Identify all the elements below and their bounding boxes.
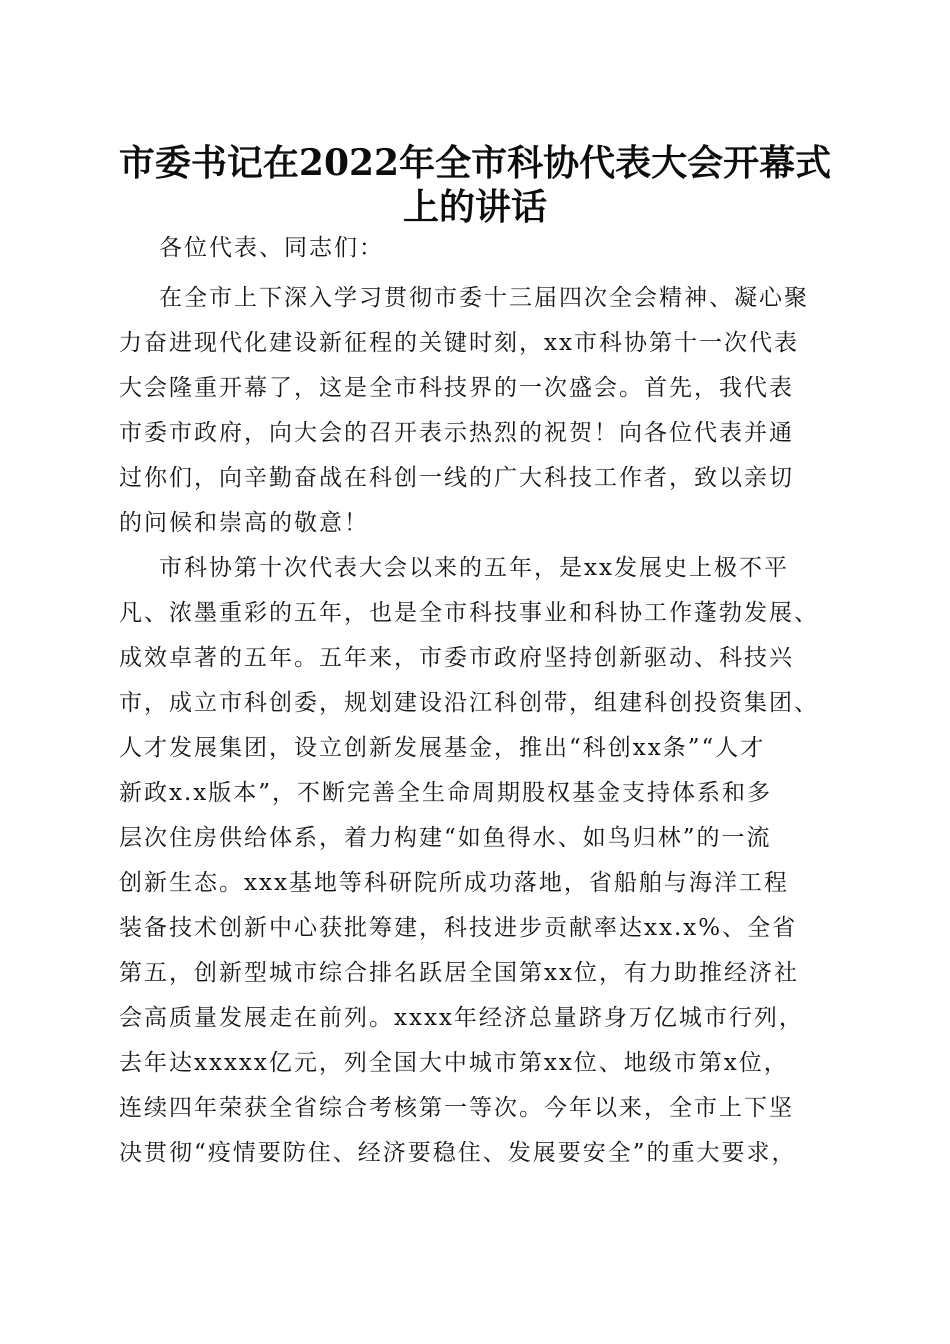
paragraph-2-line: 会高质量发展走在前列。xxxx年经济总量跻身万亿城市行列， (119, 1005, 804, 1031)
document-title-line-1: 市委书记在2022年全市科协代表大会开幕式 (118, 142, 832, 184)
paragraph-1-line: 的问候和崇高的敬意！ (119, 510, 369, 536)
paragraph-2-line: 层次住房供给体系，着力构建“如鱼得水、如鸟归林”的一流 (119, 825, 772, 851)
paragraph-2-line: 去年达xxxxx亿元，列全国大中城市第xx位、地级市第x位， (119, 1050, 789, 1076)
paragraph-1-line: 在全市上下深入学习贯彻市委十三届四次全会精神、凝心聚 (159, 285, 809, 311)
paragraph-1-line: 大会隆重开幕了，这是全市科技界的一次盛会。首先，我代表 (119, 375, 794, 401)
paragraph-2-line: 成效卓著的五年。五年来，市委市政府坚持创新驱动、科技兴 (119, 645, 794, 671)
paragraph-2-line: 新政x.x版本”，不断完善全生命周期股权基金支持体系和多 (119, 780, 773, 806)
paragraph-1-line: 过你们，向辛勤奋战在科创一线的广大科技工作者，致以亲切 (119, 465, 794, 491)
paragraph-2-line: 市科协第十次代表大会以来的五年，是xx发展史上极不平 (159, 555, 789, 581)
paragraph-2-line: 连续四年荣获全省综合考核第一等次。今年以来，全市上下坚 (119, 1095, 794, 1121)
paragraph-2-line: 决贯彻“疫情要防住、经济要稳住、发展要安全”的重大要求， (119, 1140, 797, 1166)
paragraph-2-line: 市，成立市科创委，规划建设沿江科创带，组建科创投资集团、 (119, 690, 819, 716)
paragraph-2-line: 创新生态。xxx基地等科研院所成功落地，省船舶与海洋工程 (119, 870, 789, 896)
paragraph-1-line: 力奋进现代化建设新征程的关键时刻，xx市科协第十一次代表 (119, 330, 799, 356)
salutation: 各位代表、同志们： (159, 235, 384, 261)
paragraph-2-line: 凡、浓墨重彩的五年，也是全市科技事业和科协工作蓬勃发展、 (119, 600, 819, 626)
paragraph-2-line: 第五，创新型城市综合排名跃居全国第xx位，有力助推经济社 (119, 960, 799, 986)
paragraph-2-line: 装备技术创新中心获批筹建，科技进步贡献率达xx.x%、全省 (119, 915, 798, 941)
paragraph-1-line: 市委市政府，向大会的召开表示热烈的祝贺！向各位代表并通 (119, 420, 794, 446)
document-title-line-2: 上的讲话 (402, 186, 547, 228)
paragraph-2-line: 人才发展集团，设立创新发展基金，推出“科创xx条”“人才 (119, 735, 766, 761)
